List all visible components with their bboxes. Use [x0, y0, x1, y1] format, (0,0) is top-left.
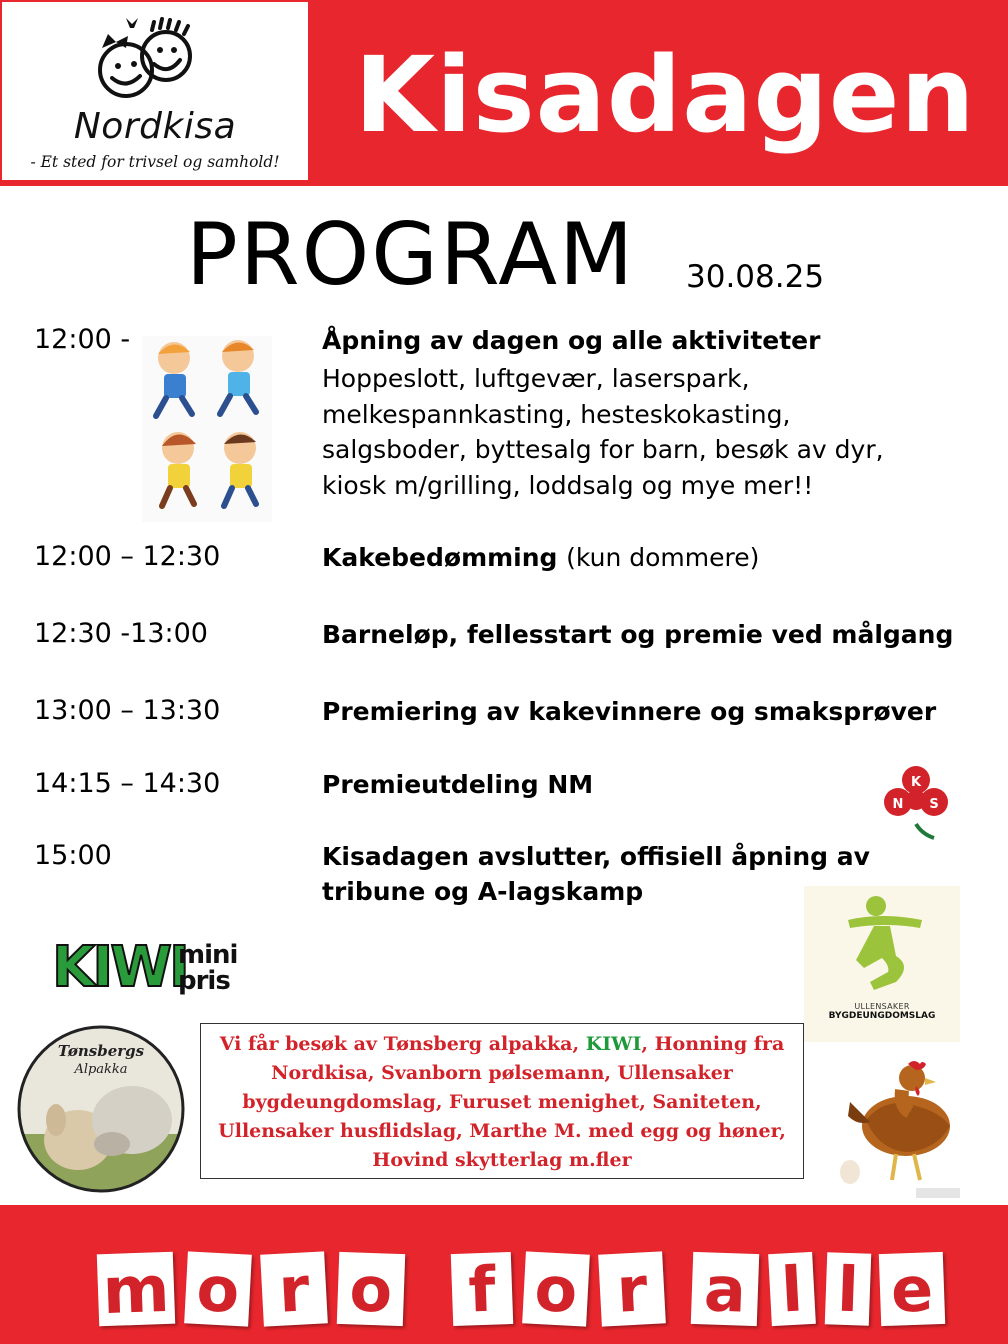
nks-letter-n: N: [892, 797, 904, 812]
schedule-time-1: 12:00 -: [34, 324, 131, 355]
schedule-time-4: 13:00 – 13:30: [34, 695, 221, 726]
tonsbergs-alpakka-logo: [16, 1024, 186, 1194]
schedule-event-4: Premiering av kakevinnere og smaksprøver: [322, 697, 937, 726]
running-kids-icon: [142, 336, 272, 522]
footer-tile: e: [879, 1252, 945, 1326]
schedule-event-2: [322, 540, 759, 575]
schedule-event-3: Barneløp, fellesstart og premie ved målgang: [322, 620, 954, 649]
schedule-event-6: [322, 839, 870, 909]
schedule-event-2-title: Kakebedømming: [322, 543, 558, 572]
activity-line: Hoppeslott, luftgevær, laserspark,: [322, 364, 750, 393]
kiwi-logo-pris: pris: [178, 966, 230, 996]
nordkisa-logo: [2, 2, 308, 180]
visitors-line: Hovind skytterlag m.fler: [372, 1149, 632, 1171]
footer-tile: o: [337, 1252, 405, 1326]
nks-letter-k: K: [910, 775, 922, 790]
activity-line: salgsboder, byttesalg for barn, besøk av dyr,: [322, 435, 884, 464]
schedule-event-6-line: tribune og A-lagskamp: [322, 877, 644, 906]
schedule-time-6: 15:00: [34, 840, 112, 871]
hen-and-egg-icon: [830, 1056, 962, 1200]
footer-tile: a: [691, 1252, 759, 1326]
visitors-box: [200, 1023, 804, 1179]
alpakka-logo-line1: Tønsbergs: [57, 1042, 145, 1060]
activity-line: melkespannkasting, hesteskokasting,: [322, 399, 791, 429]
activity-line: kiosk m/grilling, loddsalg og mye mer!!: [322, 470, 814, 500]
footer-tile: f: [451, 1252, 513, 1326]
kiwi-minipris-logo: [52, 936, 236, 1000]
schedule-time-5: 14:15 – 14:30: [34, 768, 221, 799]
activity-list: [322, 361, 884, 503]
schedule-event-1: Åpning av dagen og alle aktiviteter: [322, 326, 821, 355]
schedule-event-5: Premieutdeling NM: [322, 770, 594, 799]
header-banner: [0, 0, 1008, 186]
visitors-line1-rest: , Honning fra: [641, 1033, 785, 1055]
visitors-line: Ullensaker husflidslag, Marthe M. med egg og høner,: [218, 1120, 786, 1142]
program-date: 30.08.25: [686, 259, 825, 295]
schedule-time-3: 12:30 -13:00: [34, 618, 208, 649]
ullensaker-text: ULLENSAKER: [854, 1002, 910, 1011]
visitors-lead: Vi får besøk av Tønsberg alpakka,: [219, 1033, 586, 1055]
kiwi-logo-word: KIWI: [52, 935, 187, 1000]
footer-tile: l: [768, 1252, 816, 1326]
visitors-line: [201, 1030, 803, 1059]
program-heading: PROGRAM: [186, 205, 636, 305]
footer-tile: r: [598, 1251, 666, 1326]
visitors-kiwi: KIWI: [585, 1033, 642, 1055]
footer-tile: l: [825, 1252, 871, 1325]
footer-tile: o: [184, 1251, 252, 1326]
logo-tagline: - Et sted for trivsel og samhold!: [30, 153, 280, 171]
page-title: Kisadagen: [354, 34, 976, 156]
smiling-faces-icon: [82, 8, 212, 108]
schedule-event-2-note: (kun dommere): [566, 543, 760, 572]
logo-name: Nordkisa: [73, 106, 237, 147]
dancer-figure-icon: [804, 886, 960, 998]
ullensaker-bygdeungdomslag-logo: [804, 886, 960, 1042]
footer-tile: r: [260, 1251, 328, 1326]
footer-banner: [0, 1205, 1008, 1344]
visitors-line: bygdeungdomslag, Furuset menighet, Saniteten,: [242, 1091, 762, 1113]
nks-letter-s: S: [929, 797, 939, 812]
alpakka-logo-line2: Alpakka: [74, 1062, 128, 1077]
visitors-text: [201, 1030, 803, 1175]
visitors-line: Nordkisa, Svanborn pølsemann, Ullensaker: [271, 1062, 733, 1084]
bygdeungdomslag-text: BYGDEUNGDOMSLAG: [828, 1011, 936, 1021]
nks-clover-logo: [876, 764, 956, 840]
kiwi-logo-mini: mini: [178, 940, 238, 970]
schedule-time-2: 12:00 – 12:30: [34, 541, 221, 572]
footer-tile: m: [97, 1252, 175, 1327]
schedule-event-6-line: Kisadagen avslutter, offisiell åpning av: [322, 842, 870, 871]
footer-tile: o: [522, 1251, 590, 1326]
